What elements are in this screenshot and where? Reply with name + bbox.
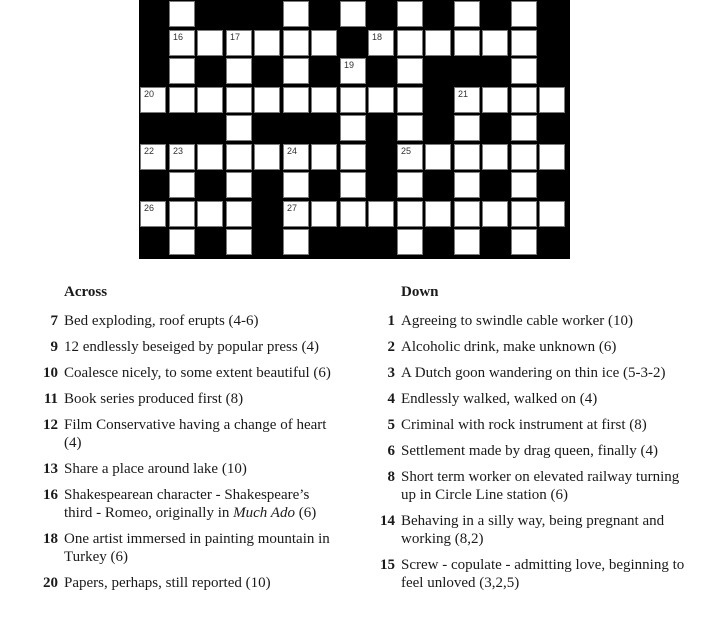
- grid-cell[interactable]: [197, 201, 223, 227]
- down-clue: [367, 442, 687, 460]
- clue-text: Screw - copulate - admitting love, beginning to feel unloved (3,2,5): [401, 557, 685, 591]
- grid-cell[interactable]: [397, 1, 423, 27]
- clue-text: Papers, perhaps, still reported (10): [64, 575, 271, 591]
- across-clue: [30, 530, 340, 566]
- clue-number: 20: [43, 575, 58, 591]
- grid-cell[interactable]: [226, 201, 252, 227]
- across-clue: [30, 486, 340, 522]
- grid-cell[interactable]: [169, 1, 195, 27]
- grid-cell[interactable]: [511, 201, 537, 227]
- across-clue: [30, 390, 340, 408]
- grid-cell[interactable]: [397, 30, 423, 56]
- clue-text: Short term worker on elevated railway turning up in Circle Line station (6): [401, 469, 680, 503]
- clue-text: Settlement made by drag queen, finally (4): [401, 443, 658, 459]
- grid-cell[interactable]: [197, 87, 223, 113]
- grid-cell[interactable]: [397, 201, 423, 227]
- down-clue: [367, 390, 687, 408]
- clue-number: 16: [43, 487, 58, 503]
- grid-cell[interactable]: [140, 87, 166, 113]
- down-clue: [367, 512, 687, 548]
- grid-cell[interactable]: [454, 1, 480, 27]
- grid-cell[interactable]: [283, 58, 309, 84]
- clue-number: 12: [43, 417, 58, 433]
- clue-number: 8: [387, 469, 395, 485]
- clue-text-italic: Much Ado: [233, 505, 295, 521]
- across-clue: [30, 338, 340, 356]
- grid-cell[interactable]: [454, 30, 480, 56]
- cell-number: 27: [287, 203, 298, 213]
- cell-number: 19: [344, 60, 355, 70]
- grid-cell[interactable]: [340, 172, 366, 198]
- down-clue: [367, 468, 687, 504]
- down-clue: [367, 338, 687, 356]
- grid-cell[interactable]: [397, 144, 423, 170]
- grid-cell[interactable]: [511, 87, 537, 113]
- grid-cell[interactable]: [511, 58, 537, 84]
- grid-cell[interactable]: [482, 144, 508, 170]
- grid-cell[interactable]: [340, 115, 366, 141]
- cell-number: 24: [287, 146, 298, 156]
- cell-number: 16: [173, 32, 184, 42]
- grid-cell[interactable]: [311, 87, 337, 113]
- grid-cell[interactable]: [283, 201, 309, 227]
- down-clue: [367, 556, 687, 592]
- grid-cell[interactable]: [340, 58, 366, 84]
- grid-cell[interactable]: [482, 87, 508, 113]
- grid-cell[interactable]: [454, 87, 480, 113]
- grid-cell[interactable]: [482, 30, 508, 56]
- grid-cell[interactable]: [454, 144, 480, 170]
- grid-cell[interactable]: [511, 229, 537, 255]
- grid-cell[interactable]: [340, 87, 366, 113]
- clue-number: 11: [43, 391, 58, 407]
- grid-cell[interactable]: [254, 144, 280, 170]
- grid-cell[interactable]: [169, 30, 195, 56]
- clue-text: One artist immersed in painting mountain in Turkey (6): [64, 531, 330, 565]
- grid-cell[interactable]: [226, 172, 252, 198]
- grid-cell[interactable]: [169, 87, 195, 113]
- grid-cell[interactable]: [511, 30, 537, 56]
- grid-cell[interactable]: [340, 201, 366, 227]
- grid-cell[interactable]: [140, 201, 166, 227]
- clue-text: Agreeing to swindle cable worker (10): [401, 313, 634, 329]
- grid-cell[interactable]: [340, 1, 366, 27]
- grid-cell[interactable]: [311, 201, 337, 227]
- grid-cell[interactable]: [397, 172, 423, 198]
- across-heading: Across: [64, 284, 108, 300]
- grid-cell[interactable]: [539, 201, 565, 227]
- grid-cell[interactable]: [368, 87, 394, 113]
- grid-cell[interactable]: [340, 144, 366, 170]
- grid-cell[interactable]: [454, 172, 480, 198]
- clue-text: Share a place around lake (10): [64, 461, 247, 477]
- cell-number: 25: [401, 146, 412, 156]
- clue-text: Book series produced first (8): [64, 391, 244, 407]
- clue-text-part: Shakespearean character - Shakespeare’s third - Romeo, originally in: [64, 487, 310, 521]
- across-clue: [30, 460, 340, 478]
- grid-cell[interactable]: [425, 201, 451, 227]
- grid-cell[interactable]: [283, 229, 309, 255]
- clue-number: 5: [387, 417, 395, 433]
- clue-number: 7: [50, 313, 58, 329]
- cell-number: 20: [144, 89, 155, 99]
- clue-text: Behaving in a silly way, being pregnant and working (8,2): [401, 513, 665, 547]
- down-clues: [367, 284, 687, 600]
- cell-number: 17: [230, 32, 241, 42]
- cell-number: 26: [144, 203, 155, 213]
- clue-text-part: (6): [294, 505, 317, 521]
- grid-cell[interactable]: [482, 201, 508, 227]
- grid-cell[interactable]: [397, 87, 423, 113]
- grid-cell[interactable]: [368, 201, 394, 227]
- grid-cell[interactable]: [454, 201, 480, 227]
- down-heading: Down: [401, 284, 439, 300]
- clue-text: Criminal with rock instrument at first (8): [401, 417, 647, 433]
- clue-number: 18: [43, 531, 58, 547]
- grid-cell[interactable]: [511, 144, 537, 170]
- grid-cell[interactable]: [397, 115, 423, 141]
- grid-cell[interactable]: [368, 30, 394, 56]
- clue-number: 13: [43, 461, 58, 477]
- grid-cell[interactable]: [169, 144, 195, 170]
- grid-cell[interactable]: [283, 172, 309, 198]
- grid-cell[interactable]: [511, 172, 537, 198]
- grid-cell[interactable]: [254, 87, 280, 113]
- clue-number: 14: [380, 513, 395, 529]
- clue-number: 10: [43, 365, 58, 381]
- grid-cell[interactable]: [226, 115, 252, 141]
- grid-cell[interactable]: [169, 58, 195, 84]
- grid-cell[interactable]: [454, 115, 480, 141]
- grid-cell[interactable]: [226, 229, 252, 255]
- grid-cell[interactable]: [311, 144, 337, 170]
- cell-number: 21: [458, 89, 469, 99]
- grid-cell[interactable]: [169, 229, 195, 255]
- clue-number: 1: [387, 313, 395, 329]
- grid-cell[interactable]: [169, 201, 195, 227]
- grid-cell[interactable]: [283, 87, 309, 113]
- grid-cell[interactable]: [283, 1, 309, 27]
- grid-cell[interactable]: [454, 229, 480, 255]
- clue-text: Coalesce nicely, to some extent beautiful (6): [64, 365, 331, 381]
- grid-cell[interactable]: [254, 30, 280, 56]
- grid-cell[interactable]: [140, 144, 166, 170]
- clue-number: 2: [387, 339, 395, 355]
- grid-cell[interactable]: [425, 30, 451, 56]
- down-clue: [367, 312, 687, 330]
- clue-number: 6: [387, 443, 395, 459]
- grid-cell[interactable]: [397, 58, 423, 84]
- grid-cell[interactable]: [169, 172, 195, 198]
- crossword-grid: [139, 0, 570, 259]
- cell-number: 18: [372, 32, 383, 42]
- across-clue: [30, 312, 340, 330]
- clue-number: 4: [387, 391, 395, 407]
- clue-text: 12 endlessly beseiged by popular press (4): [64, 339, 319, 355]
- grid-cell[interactable]: [226, 144, 252, 170]
- clue-number: 9: [50, 339, 58, 355]
- across-clue: [30, 574, 340, 592]
- down-clue: [367, 364, 687, 382]
- grid-cell[interactable]: [226, 87, 252, 113]
- across-clue: [30, 364, 340, 382]
- grid-cell[interactable]: [283, 30, 309, 56]
- grid-cell[interactable]: [311, 30, 337, 56]
- clue-text: Alcoholic drink, make unknown (6): [401, 339, 617, 355]
- grid-cell[interactable]: [283, 144, 309, 170]
- grid-cell[interactable]: [539, 144, 565, 170]
- cell-number: 23: [173, 146, 184, 156]
- grid-cell[interactable]: [425, 144, 451, 170]
- grid-cell[interactable]: [539, 87, 565, 113]
- clue-text: [64, 486, 340, 522]
- grid-cell[interactable]: [511, 1, 537, 27]
- clue-text: Bed exploding, roof erupts (4-6): [64, 313, 259, 329]
- grid-cell[interactable]: [197, 144, 223, 170]
- grid-cell[interactable]: [511, 115, 537, 141]
- grid-cell[interactable]: [397, 229, 423, 255]
- clue-number: 3: [387, 365, 395, 381]
- clue-text: Film Conservative having a change of heart (4): [64, 417, 327, 451]
- cell-number: 22: [144, 146, 155, 156]
- down-clue: [367, 416, 687, 434]
- across-clue: [30, 416, 340, 452]
- across-clues: [30, 284, 340, 600]
- clue-text: A Dutch goon wandering on thin ice (5-3-2): [401, 365, 666, 381]
- grid-cell[interactable]: [226, 58, 252, 84]
- clue-number: 15: [380, 557, 395, 573]
- grid-cell[interactable]: [197, 30, 223, 56]
- clue-text: Endlessly walked, walked on (4): [401, 391, 598, 407]
- grid-cell[interactable]: [226, 30, 252, 56]
